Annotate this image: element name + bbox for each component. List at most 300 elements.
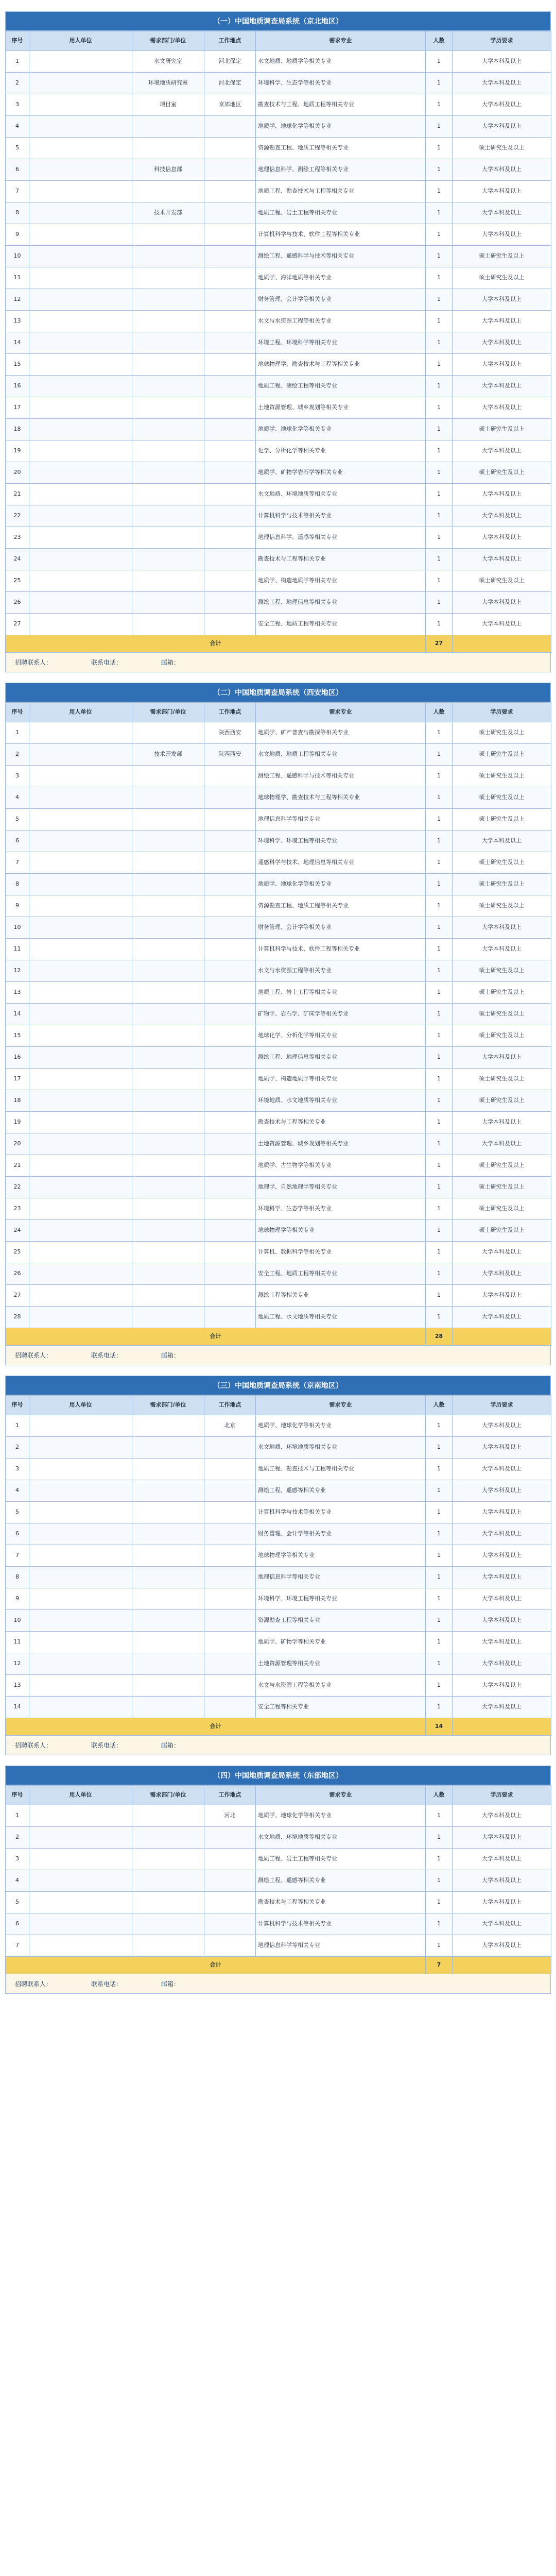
- cell-dept: [132, 1632, 204, 1653]
- cell-unit: [29, 181, 132, 202]
- cell-edu: 大学本科及以上: [453, 1805, 551, 1827]
- cell-edu: 硕士研究生及以上: [453, 744, 551, 766]
- table-row: [6, 138, 551, 159]
- cell-place: [204, 1849, 256, 1870]
- cell-no: 3: [6, 1459, 29, 1480]
- table-row: [6, 1849, 551, 1870]
- table-row: [6, 505, 551, 527]
- table-row: [6, 94, 551, 116]
- cell-major: 资源勘查工程、地质工程等相关专业: [256, 895, 426, 917]
- cell-edu: 大学本科及以上: [453, 440, 551, 462]
- table-row: [6, 419, 551, 440]
- cell-dept: [132, 354, 204, 376]
- cell-no: 12: [6, 960, 29, 982]
- cell-major: 水文与水资源工程等相关专业: [256, 960, 426, 982]
- table-row: [6, 809, 551, 831]
- column-header-no: 序号: [6, 1396, 29, 1415]
- total-count: 7: [426, 1957, 453, 1974]
- cell-count: 1: [426, 1870, 453, 1892]
- cell-count: 1: [426, 354, 453, 376]
- cell-no: 3: [6, 1849, 29, 1870]
- cell-major: 地球物理学等相关专业: [256, 1545, 426, 1567]
- table-row: [6, 831, 551, 852]
- cell-dept: [132, 1220, 204, 1242]
- cell-dept: [132, 1545, 204, 1567]
- total-count: 27: [426, 635, 453, 653]
- table-row: [6, 1588, 551, 1610]
- cell-major: 土地资源管理等相关专业: [256, 1653, 426, 1675]
- cell-edu: 大学本科及以上: [453, 332, 551, 354]
- cell-count: 1: [426, 1177, 453, 1198]
- cell-unit: [29, 809, 132, 831]
- cell-major: 勘查技术与工程等相关专业: [256, 1892, 426, 1913]
- section-title: （四）中国地质调查局系统（东部地区）: [5, 1766, 551, 1785]
- column-header-place: 工作地点: [204, 1786, 256, 1805]
- column-header-count: 人数: [426, 703, 453, 722]
- table-row: [6, 1827, 551, 1849]
- contact-label: 招聘联系人：: [15, 1980, 53, 1988]
- table-row: [6, 1805, 551, 1827]
- cell-place: [204, 246, 256, 267]
- cell-count: 1: [426, 1697, 453, 1718]
- contact-label: 招聘联系人：: [15, 1742, 53, 1749]
- cell-edu: 大学本科及以上: [453, 549, 551, 570]
- cell-count: 1: [426, 787, 453, 809]
- cell-major: 地质工程、勘查技术与工程等相关专业: [256, 1459, 426, 1480]
- cell-unit: [29, 852, 132, 874]
- cell-count: 1: [426, 440, 453, 462]
- cell-unit: [29, 1090, 132, 1112]
- cell-major: 地球物理学、勘查技术与工程等相关专业: [256, 787, 426, 809]
- cell-major: 地球物理学、勘查技术与工程等相关专业: [256, 354, 426, 376]
- cell-dept: [132, 1849, 204, 1870]
- cell-dept: [132, 440, 204, 462]
- cell-major: 安全工程、地质工程等相关专业: [256, 1263, 426, 1285]
- table-row: [6, 1892, 551, 1913]
- cell-major: 安全工程、地质工程等相关专业: [256, 614, 426, 635]
- cell-no: 9: [6, 1588, 29, 1610]
- cell-major: 地理信息科学等相关专业: [256, 1935, 426, 1957]
- table-row: [6, 982, 551, 1004]
- cell-dept: [132, 527, 204, 549]
- cell-major: 财务管理、会计学等相关专业: [256, 1523, 426, 1545]
- cell-no: 12: [6, 1653, 29, 1675]
- cell-count: 1: [426, 1025, 453, 1047]
- cell-no: 4: [6, 1480, 29, 1502]
- column-header-unit: 用人单位: [29, 1396, 132, 1415]
- cell-no: 28: [6, 1307, 29, 1328]
- cell-place: 河北: [204, 1805, 256, 1827]
- column-header-dept: 需求部门/单位: [132, 1396, 204, 1415]
- cell-edu: 硕士研究生及以上: [453, 809, 551, 831]
- cell-count: 1: [426, 1935, 453, 1957]
- cell-edu: 大学本科及以上: [453, 1892, 551, 1913]
- cell-major: 地质学、矿物学岩石学等相关专业: [256, 462, 426, 484]
- column-header-unit: 用人单位: [29, 31, 132, 51]
- cell-edu: 大学本科及以上: [453, 1480, 551, 1502]
- cell-dept: [132, 1133, 204, 1155]
- cell-dept: [132, 1567, 204, 1588]
- cell-place: [204, 809, 256, 831]
- cell-count: 1: [426, 960, 453, 982]
- cell-place: [204, 484, 256, 505]
- table-row: [6, 787, 551, 809]
- cell-count: 1: [426, 766, 453, 787]
- cell-count: 1: [426, 1588, 453, 1610]
- cell-count: 1: [426, 1133, 453, 1155]
- cell-edu: 硕士研究生及以上: [453, 570, 551, 592]
- cell-unit: [29, 831, 132, 852]
- cell-count: 1: [426, 1242, 453, 1263]
- cell-no: 8: [6, 202, 29, 224]
- cell-count: 1: [426, 917, 453, 939]
- cell-edu: 大学本科及以上: [453, 1870, 551, 1892]
- column-header-no: 序号: [6, 703, 29, 722]
- cell-no: 20: [6, 462, 29, 484]
- cell-no: 10: [6, 917, 29, 939]
- cell-edu: 硕士研究生及以上: [453, 787, 551, 809]
- cell-major: 地质学、海洋地质等相关专业: [256, 267, 426, 289]
- cell-no: 7: [6, 181, 29, 202]
- total-label: 合计: [6, 1718, 426, 1736]
- cell-place: [204, 1155, 256, 1177]
- cell-no: 16: [6, 1047, 29, 1069]
- cell-edu: 大学本科及以上: [453, 917, 551, 939]
- cell-major: 地球物理学等相关专业: [256, 1220, 426, 1242]
- cell-unit: [29, 1935, 132, 1957]
- cell-count: 1: [426, 1653, 453, 1675]
- cell-edu: 硕士研究生及以上: [453, 419, 551, 440]
- cell-place: [204, 289, 256, 311]
- total-label: 合计: [6, 1328, 426, 1346]
- cell-place: [204, 1502, 256, 1523]
- cell-place: [204, 982, 256, 1004]
- cell-count: 1: [426, 138, 453, 159]
- phone-label: 联系电话：: [91, 659, 123, 666]
- cell-major: 计算机、数据科学等相关专业: [256, 1242, 426, 1263]
- table-row: [6, 1220, 551, 1242]
- total-empty-cell: [453, 1328, 551, 1346]
- cell-major: 地理信息科学等相关专业: [256, 1567, 426, 1588]
- cell-unit: [29, 267, 132, 289]
- cell-place: [204, 1459, 256, 1480]
- cell-edu: 硕士研究生及以上: [453, 462, 551, 484]
- table-row: [6, 159, 551, 181]
- cell-edu: 大学本科及以上: [453, 1459, 551, 1480]
- cell-count: 1: [426, 51, 453, 73]
- cell-dept: [132, 1112, 204, 1133]
- cell-count: 1: [426, 462, 453, 484]
- cell-edu: 硕士研究生及以上: [453, 960, 551, 982]
- cell-major: 地球化学、分析化学等相关专业: [256, 1025, 426, 1047]
- table-row: [6, 1242, 551, 1263]
- cell-unit: [29, 202, 132, 224]
- cell-no: 24: [6, 549, 29, 570]
- cell-edu: 硕士研究生及以上: [453, 1069, 551, 1090]
- cell-major: 地质学、地球化学等相关专业: [256, 419, 426, 440]
- cell-dept: [132, 181, 204, 202]
- cell-no: 14: [6, 332, 29, 354]
- cell-place: [204, 1697, 256, 1718]
- cell-dept: [132, 311, 204, 332]
- cell-no: 4: [6, 787, 29, 809]
- cell-major: 环境科学、生态学等相关专业: [256, 73, 426, 94]
- cell-unit: [29, 116, 132, 138]
- column-header-count: 人数: [426, 1396, 453, 1415]
- cell-count: 1: [426, 1285, 453, 1307]
- cell-edu: 大学本科及以上: [453, 1827, 551, 1849]
- total-empty-cell: [453, 635, 551, 653]
- cell-unit: [29, 1133, 132, 1155]
- table-row: [6, 592, 551, 614]
- column-header-edu: 学历要求: [453, 1786, 551, 1805]
- cell-dept: [132, 852, 204, 874]
- column-header-place: 工作地点: [204, 1396, 256, 1415]
- cell-major: 计算机科学与技术等相关专业: [256, 1913, 426, 1935]
- cell-dept: 科技信息部: [132, 159, 204, 181]
- cell-unit: [29, 1567, 132, 1588]
- email-label: 邮箱：: [161, 1352, 180, 1359]
- cell-unit: [29, 744, 132, 766]
- cell-count: 1: [426, 939, 453, 960]
- cell-place: [204, 159, 256, 181]
- cell-edu: 大学本科及以上: [453, 614, 551, 635]
- cell-no: 1: [6, 1415, 29, 1437]
- table-row: [6, 1025, 551, 1047]
- cell-no: 18: [6, 419, 29, 440]
- cell-major: 安全工程等相关专业: [256, 1697, 426, 1718]
- table-row: [6, 73, 551, 94]
- column-header-no: 序号: [6, 1786, 29, 1805]
- cell-major: 测绘工程、遥感科学与技术等相关专业: [256, 246, 426, 267]
- cell-place: [204, 181, 256, 202]
- table-row: [6, 874, 551, 895]
- cell-count: 1: [426, 1220, 453, 1242]
- cell-dept: [132, 787, 204, 809]
- cell-count: 1: [426, 505, 453, 527]
- cell-place: [204, 1004, 256, 1025]
- cell-dept: [132, 397, 204, 419]
- column-header-major: 需求专业: [256, 703, 426, 722]
- cell-dept: [132, 376, 204, 397]
- cell-edu: 硕士研究生及以上: [453, 1220, 551, 1242]
- cell-edu: 大学本科及以上: [453, 1415, 551, 1437]
- cell-no: 1: [6, 722, 29, 744]
- cell-place: [204, 1545, 256, 1567]
- table-header-row: [6, 1786, 551, 1805]
- table-row: [6, 354, 551, 376]
- cell-unit: [29, 1502, 132, 1523]
- cell-no: 1: [6, 51, 29, 73]
- cell-unit: [29, 1913, 132, 1935]
- cell-no: 2: [6, 1437, 29, 1459]
- cell-unit: [29, 1198, 132, 1220]
- total-row: [6, 1328, 551, 1346]
- cell-dept: 技术开发部: [132, 202, 204, 224]
- cell-place: [204, 592, 256, 614]
- cell-major: 测绘工程、遥感等相关专业: [256, 1870, 426, 1892]
- cell-no: 7: [6, 852, 29, 874]
- cell-unit: [29, 332, 132, 354]
- cell-major: 财务管理、会计学等相关专业: [256, 917, 426, 939]
- cell-dept: [132, 1285, 204, 1307]
- cell-count: 1: [426, 1437, 453, 1459]
- table-row: [6, 570, 551, 592]
- cell-no: 16: [6, 376, 29, 397]
- table-row: [6, 1285, 551, 1307]
- cell-unit: [29, 159, 132, 181]
- recruitment-section: [5, 1766, 551, 1994]
- table-row: [6, 744, 551, 766]
- cell-no: 2: [6, 73, 29, 94]
- cell-no: 22: [6, 1177, 29, 1198]
- total-label: 合计: [6, 635, 426, 653]
- cell-place: [204, 138, 256, 159]
- contact-bar: [5, 653, 551, 672]
- cell-dept: [132, 939, 204, 960]
- cell-place: [204, 267, 256, 289]
- cell-unit: [29, 1892, 132, 1913]
- cell-unit: [29, 1415, 132, 1437]
- table-row: [6, 1437, 551, 1459]
- cell-place: [204, 895, 256, 917]
- cell-dept: [132, 1069, 204, 1090]
- cell-place: [204, 505, 256, 527]
- column-header-place: 工作地点: [204, 703, 256, 722]
- cell-major: 资源勘查工程等相关专业: [256, 1610, 426, 1632]
- cell-unit: [29, 766, 132, 787]
- cell-no: 26: [6, 1263, 29, 1285]
- table-row: [6, 440, 551, 462]
- cell-place: [204, 116, 256, 138]
- cell-edu: 大学本科及以上: [453, 159, 551, 181]
- total-label: 合计: [6, 1957, 426, 1974]
- cell-edu: 硕士研究生及以上: [453, 246, 551, 267]
- recruitment-section: [5, 11, 551, 672]
- cell-dept: [132, 549, 204, 570]
- cell-edu: 大学本科及以上: [453, 1567, 551, 1588]
- cell-place: [204, 1047, 256, 1069]
- cell-major: 勘查技术与工程、地质工程等相关专业: [256, 94, 426, 116]
- cell-major: 测绘工程、地理信息等相关专业: [256, 1047, 426, 1069]
- cell-place: [204, 1523, 256, 1545]
- cell-count: 1: [426, 1198, 453, 1220]
- table-row: [6, 917, 551, 939]
- cell-dept: [132, 484, 204, 505]
- cell-count: 1: [426, 1567, 453, 1588]
- cell-count: 1: [426, 1632, 453, 1653]
- cell-count: 1: [426, 1805, 453, 1827]
- cell-edu: 大学本科及以上: [453, 51, 551, 73]
- cell-unit: [29, 1588, 132, 1610]
- cell-count: 1: [426, 1913, 453, 1935]
- cell-unit: [29, 1220, 132, 1242]
- cell-dept: [132, 1913, 204, 1935]
- cell-dept: [132, 1935, 204, 1957]
- cell-major: 水文地质、环境地质等相关专业: [256, 484, 426, 505]
- cell-major: 勘查技术与工程等相关专业: [256, 549, 426, 570]
- cell-dept: [132, 1177, 204, 1198]
- total-row: [6, 635, 551, 653]
- cell-unit: [29, 224, 132, 246]
- cell-unit: [29, 1632, 132, 1653]
- cell-count: 1: [426, 397, 453, 419]
- cell-no: 7: [6, 1545, 29, 1567]
- cell-place: [204, 766, 256, 787]
- cell-count: 1: [426, 592, 453, 614]
- cell-dept: [132, 289, 204, 311]
- contact-label: 招聘联系人：: [15, 1352, 53, 1359]
- cell-count: 1: [426, 1523, 453, 1545]
- table-row: [6, 1069, 551, 1090]
- total-row: [6, 1957, 551, 1974]
- cell-place: [204, 1437, 256, 1459]
- cell-place: [204, 1588, 256, 1610]
- cell-major: 计算机科学与技术、软件工程等相关专业: [256, 939, 426, 960]
- cell-edu: 大学本科及以上: [453, 1632, 551, 1653]
- cell-dept: [132, 1198, 204, 1220]
- table-header-row: [6, 703, 551, 722]
- cell-no: 13: [6, 1675, 29, 1697]
- cell-edu: 硕士研究生及以上: [453, 895, 551, 917]
- table-row: [6, 1177, 551, 1198]
- cell-place: [204, 1069, 256, 1090]
- column-header-no: 序号: [6, 31, 29, 51]
- cell-place: [204, 549, 256, 570]
- cell-edu: 硕士研究生及以上: [453, 1177, 551, 1198]
- cell-no: 25: [6, 570, 29, 592]
- cell-place: [204, 224, 256, 246]
- cell-unit: [29, 527, 132, 549]
- cell-no: 5: [6, 1502, 29, 1523]
- contact-bar: [5, 1974, 551, 1994]
- cell-no: 5: [6, 1892, 29, 1913]
- column-header-major: 需求专业: [256, 31, 426, 51]
- cell-count: 1: [426, 1004, 453, 1025]
- cell-dept: [132, 462, 204, 484]
- cell-no: 4: [6, 116, 29, 138]
- cell-count: 1: [426, 982, 453, 1004]
- cell-unit: [29, 1849, 132, 1870]
- cell-count: 1: [426, 1307, 453, 1328]
- cell-edu: 大学本科及以上: [453, 1935, 551, 1957]
- cell-major: 地质工程、勘查技术与工程等相关专业: [256, 181, 426, 202]
- table-row: [6, 1090, 551, 1112]
- cell-major: 化学、分析化学等相关专业: [256, 440, 426, 462]
- column-header-count: 人数: [426, 1786, 453, 1805]
- cell-edu: 硕士研究生及以上: [453, 874, 551, 895]
- cell-dept: [132, 1480, 204, 1502]
- table-row: [6, 1935, 551, 1957]
- cell-major: 测绘工程、遥感科学与技术等相关专业: [256, 766, 426, 787]
- cell-place: [204, 440, 256, 462]
- cell-no: 25: [6, 1242, 29, 1263]
- cell-unit: [29, 614, 132, 635]
- cell-unit: [29, 1697, 132, 1718]
- cell-edu: 大学本科及以上: [453, 116, 551, 138]
- cell-place: 陕西西安: [204, 744, 256, 766]
- cell-edu: 硕士研究生及以上: [453, 1090, 551, 1112]
- cell-count: 1: [426, 895, 453, 917]
- cell-place: [204, 1242, 256, 1263]
- cell-dept: [132, 722, 204, 744]
- cell-edu: 大学本科及以上: [453, 73, 551, 94]
- cell-major: 环境科学、环境工程等相关专业: [256, 831, 426, 852]
- cell-count: 1: [426, 267, 453, 289]
- cell-count: 1: [426, 1155, 453, 1177]
- cell-count: 1: [426, 419, 453, 440]
- cell-major: 地质学、古生物学等相关专业: [256, 1155, 426, 1177]
